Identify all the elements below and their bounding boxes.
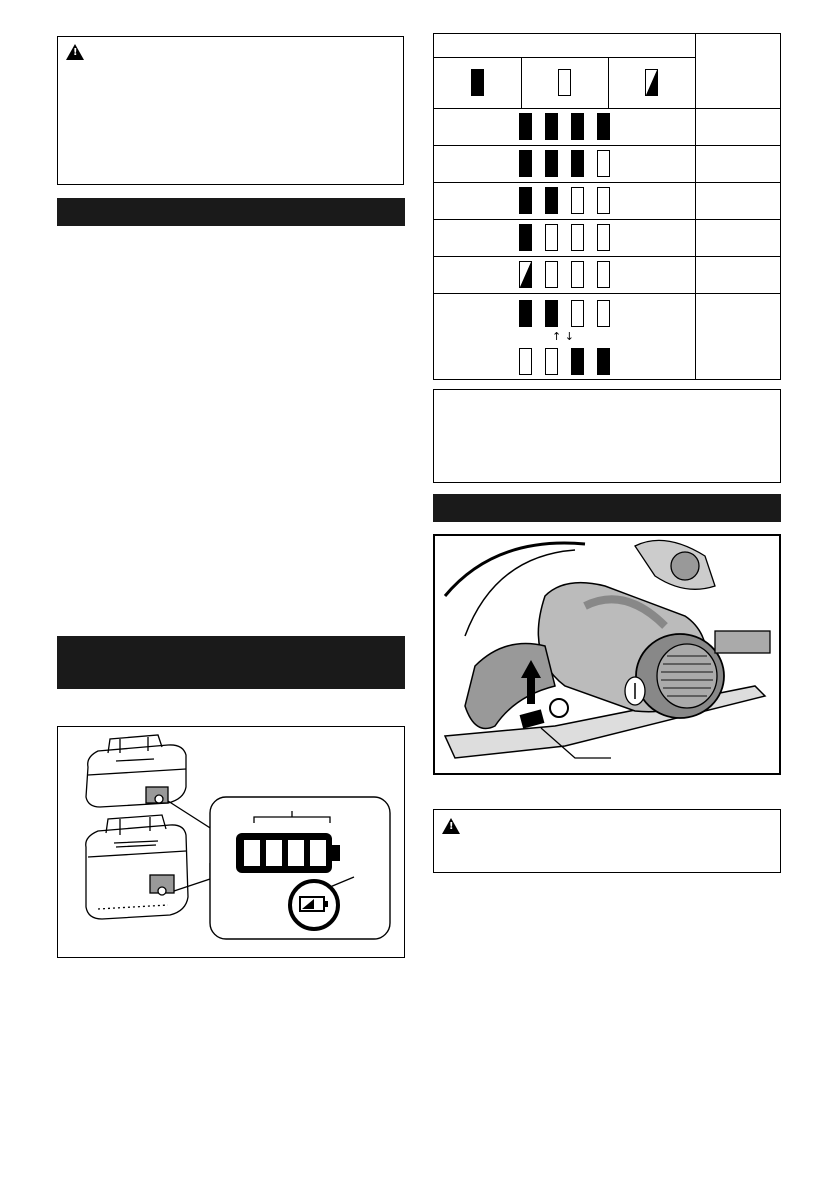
lamp-blinking-icon bbox=[645, 69, 658, 96]
lamp-off-icon bbox=[545, 348, 558, 375]
lamp-off-icon bbox=[545, 261, 558, 288]
table-divider bbox=[608, 57, 609, 108]
caution-box bbox=[433, 809, 781, 873]
table-divider bbox=[434, 145, 780, 146]
table-divider bbox=[521, 57, 522, 108]
lamp-lit-icon bbox=[471, 69, 484, 96]
lamp-off-icon bbox=[597, 224, 610, 251]
circular-saw-illustration bbox=[435, 536, 779, 773]
lamp-off-icon bbox=[571, 224, 584, 251]
lamp-off-icon bbox=[571, 300, 584, 327]
lamp-lit-icon bbox=[545, 113, 558, 140]
section-heading-bar-tall bbox=[57, 636, 405, 689]
table-divider bbox=[695, 34, 696, 379]
lamp-lit-icon bbox=[571, 348, 584, 375]
lamp-lit-icon bbox=[519, 300, 532, 327]
lamp-blinking-icon bbox=[519, 261, 532, 288]
table-divider bbox=[434, 256, 780, 257]
lamp-lit-icon bbox=[545, 300, 558, 327]
warning-triangle-icon bbox=[442, 818, 460, 834]
lamp-off-icon bbox=[597, 300, 610, 327]
battery-figure bbox=[57, 726, 405, 958]
lamp-lit-icon bbox=[519, 187, 532, 214]
lamp-off-icon bbox=[597, 150, 610, 177]
lamp-off-icon bbox=[519, 348, 532, 375]
lamp-lit-icon bbox=[571, 113, 584, 140]
table-divider bbox=[434, 57, 695, 58]
warning-box bbox=[57, 36, 404, 185]
lamp-lit-icon bbox=[597, 348, 610, 375]
lamp-off-icon bbox=[558, 69, 571, 96]
section-heading-bar bbox=[433, 494, 781, 522]
lamp-lit-icon bbox=[597, 113, 610, 140]
section-heading-bar bbox=[57, 198, 405, 226]
lamp-off-icon bbox=[571, 187, 584, 214]
table-divider bbox=[434, 108, 780, 109]
warning-triangle-icon bbox=[66, 44, 84, 60]
lamp-lit-icon bbox=[545, 187, 558, 214]
battery-pack-small bbox=[86, 735, 186, 807]
indicator-table bbox=[433, 33, 781, 380]
lamp-off-icon bbox=[571, 261, 584, 288]
alternating-arrows: ↑ ↓ bbox=[552, 330, 574, 343]
saw-photo bbox=[433, 534, 781, 775]
lamp-off-icon bbox=[597, 187, 610, 214]
lamp-lit-icon bbox=[545, 150, 558, 177]
lamp-off-icon bbox=[597, 261, 610, 288]
table-divider bbox=[434, 219, 780, 220]
lamp-lit-icon bbox=[519, 150, 532, 177]
table-divider bbox=[434, 182, 780, 183]
battery-figure-drawing bbox=[58, 727, 406, 959]
battery-pack-large bbox=[86, 815, 188, 919]
lamp-lit-icon bbox=[519, 113, 532, 140]
lamp-lit-icon bbox=[571, 150, 584, 177]
lamp-off-icon bbox=[545, 224, 558, 251]
note-box bbox=[433, 389, 781, 483]
table-divider bbox=[434, 293, 780, 294]
lamp-lit-icon bbox=[519, 224, 532, 251]
